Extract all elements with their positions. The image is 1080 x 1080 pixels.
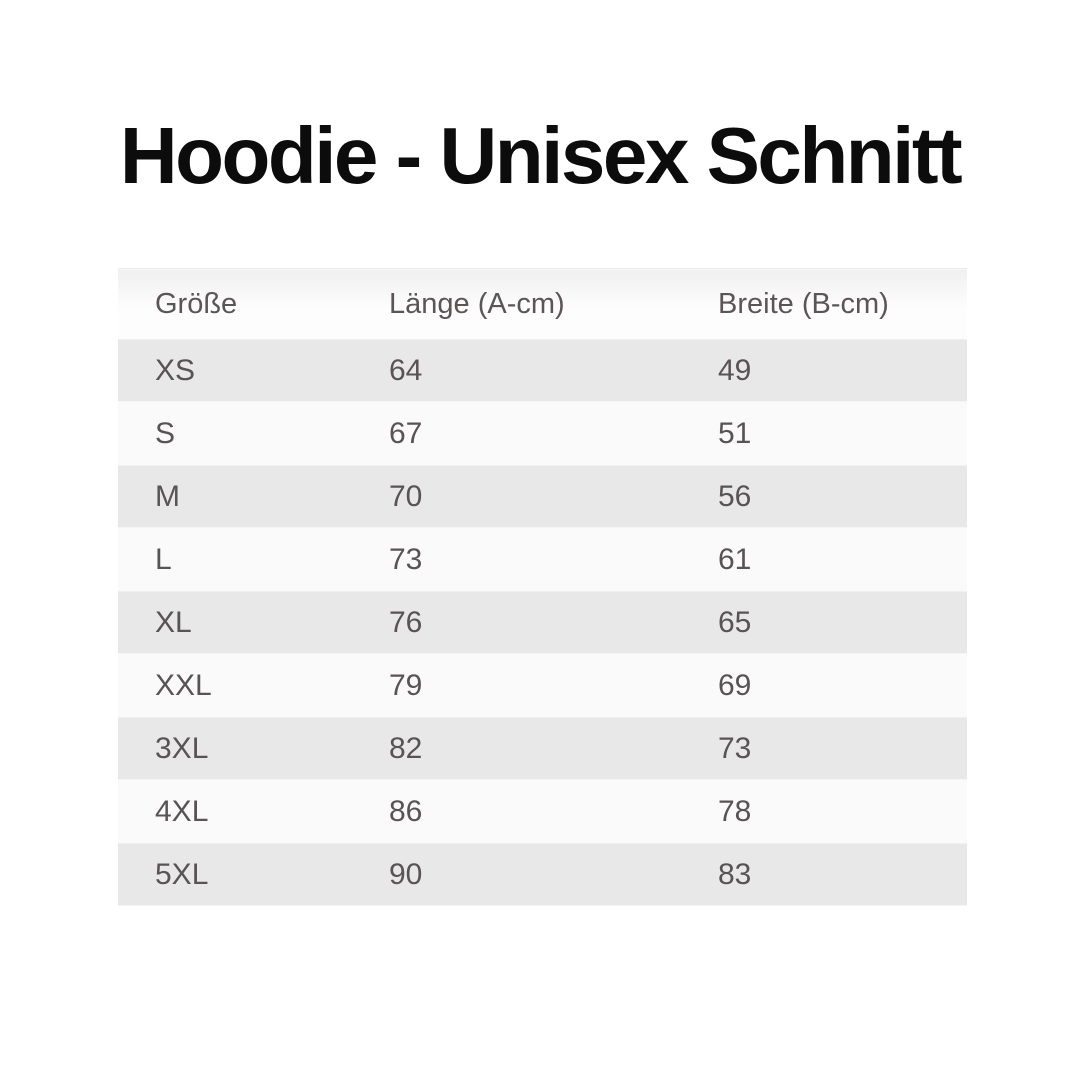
cell-size: L xyxy=(118,528,352,591)
cell-length: 82 xyxy=(352,717,681,780)
table-header-row xyxy=(118,269,967,340)
table-row-s xyxy=(118,402,967,465)
table-row-3xl xyxy=(118,717,967,780)
cell-width: 51 xyxy=(681,402,967,465)
cell-size: 5XL xyxy=(118,843,352,906)
table-row-m xyxy=(118,465,967,528)
cell-length: 73 xyxy=(352,528,681,591)
cell-width: 83 xyxy=(681,843,967,906)
cell-size: 3XL xyxy=(118,717,352,780)
cell-width: 49 xyxy=(681,339,967,402)
table-row-5xl xyxy=(118,843,967,906)
table-row-xs xyxy=(118,339,967,402)
column-header-length: Länge (A-cm) xyxy=(352,269,681,340)
column-header-width: Breite (B-cm) xyxy=(681,269,967,340)
table-row-xl xyxy=(118,591,967,654)
table-row-l xyxy=(118,528,967,591)
cell-length: 76 xyxy=(352,591,681,654)
cell-size: XL xyxy=(118,591,352,654)
cell-length: 79 xyxy=(352,654,681,717)
cell-length: 70 xyxy=(352,465,681,528)
page-title: Hoodie - Unisex Schnitt xyxy=(119,111,961,200)
size-chart-table xyxy=(118,268,967,906)
cell-width: 65 xyxy=(681,591,967,654)
cell-width: 69 xyxy=(681,654,967,717)
cell-width: 78 xyxy=(681,780,967,843)
cell-size: M xyxy=(118,465,352,528)
cell-width: 56 xyxy=(681,465,967,528)
cell-width: 73 xyxy=(681,717,967,780)
cell-length: 64 xyxy=(352,339,681,402)
column-header-size: Größe xyxy=(118,269,352,340)
cell-length: 90 xyxy=(352,843,681,906)
cell-length: 67 xyxy=(352,402,681,465)
cell-width: 61 xyxy=(681,528,967,591)
cell-size: S xyxy=(118,402,352,465)
cell-size: 4XL xyxy=(118,780,352,843)
table-row-4xl xyxy=(118,780,967,843)
cell-length: 86 xyxy=(352,780,681,843)
cell-size: XS xyxy=(118,339,352,402)
table-row-xxl xyxy=(118,654,967,717)
cell-size: XXL xyxy=(118,654,352,717)
